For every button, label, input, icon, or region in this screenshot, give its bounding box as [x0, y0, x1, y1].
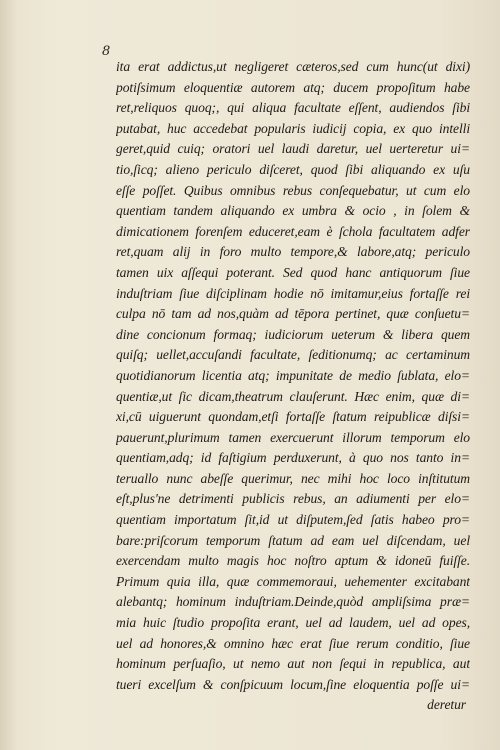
text-line: teruallo nunc abeſſe querimur, nec mihi hoc loco inſtitutum	[116, 470, 470, 486]
text-line: pauerunt,plurimum tamen exercuerunt illorum temporum elo	[116, 429, 470, 445]
text-line: induſtriam ſiue diſciplinam hodie nō imitamur,eius fortaſſe rei	[116, 285, 470, 301]
text-line: putabat, huc accedebat popularis iudicij copia, ex quo intelli	[116, 120, 470, 136]
text-line: hominum perſuaſio, ut nemo aut non ſequi in republica, aut	[116, 656, 470, 672]
text-line: geret,quid cuiq; oratori uel laudi daretur, uel uerteretur ui=	[116, 141, 470, 157]
text-line: tamen uix aſſequi poterant. Sed quod hanc antiquorum ſiue	[116, 264, 470, 280]
body-text	[116, 57, 470, 716]
text-line: potiſsimum eloquentiæ autorem atq; ducem propoſitum habe	[116, 79, 470, 95]
text-line: mia huic ſtudio propoſita erant, uel ad laudem, uel ad opes,	[116, 615, 470, 631]
text-line: eſſe poſſet. Quibus omnibus rebus conſequebatur, ut cum elo	[116, 182, 470, 198]
text-line: tio,ſicq; alieno periculo diſceret, quod ſibi aliquando ex uſu	[116, 161, 470, 177]
text-line: quotidianorum licentia atq; impunitate de medio ſublata, elo=	[116, 367, 470, 383]
text-line: alebantq; hominum induſtriam.Deinde,quòd ampliſsima præ=	[116, 594, 470, 610]
text-line: Primum quia illa, quæ commemoraui, uehementer excitabant	[116, 573, 470, 589]
text-line: ita erat addictus,ut negligeret cæteros,sed cum hunc(ut dixi)	[116, 59, 470, 74]
text-line: quentiam importatum ſit,id ut diſputem,ſed ſatis habeo pro=	[116, 512, 470, 528]
text-line: quentiam tandem aliquando ex umbra & ocio , in ſolem &	[116, 203, 470, 219]
page-number: 8	[102, 44, 111, 59]
text-line: quentiam,adq; id faſtigium perduxerunt, à quo nos tanto in=	[116, 450, 470, 466]
text-line: xi,cū uiguerunt quondam,etſi fortaſſe ſtatum reipublicæ diſsi=	[116, 409, 470, 425]
text-line: ret,reliquos quoq;, qui aliqua facultate eſſent, audiendos ſibi	[116, 100, 470, 116]
text-line: tueri excelſum & conſpicuum locum,ſine eloquentia poſſe ui=	[116, 676, 470, 692]
text-line: eſt,plus'ne detrimenti publicis rebus, an adiumenti per elo=	[116, 491, 470, 507]
text-line: dimicationem forenſem educeret,eam è ſchola facultatem adfer	[116, 223, 470, 239]
text-line: quiſq; uellet,accuſandi facultate, ſeditionumq; ac certaminum	[116, 347, 470, 363]
text-line: culpa nō tam ad nos,quàm ad tēpora pertinet, quæ conſuetu=	[116, 306, 470, 322]
text-line: quentiæ,ut ſic dicam,theatrum clauſerunt. Hæc enim, quæ di=	[116, 388, 470, 404]
text-line: uel ad honores,& omnino hæc erat ſiue rerum conditio, ſiue	[116, 635, 470, 651]
text-line-catchword: deretur	[427, 697, 466, 713]
text-line: ret,quam alij in foro multo tempore,& labore,atq; periculo	[116, 244, 470, 260]
text-line: bare:priſcorum temporum ſtatum ad eam uel diſcendam, uel	[116, 532, 470, 548]
text-line: exercendam multo magis hoc noſtro aptum & idoneū fuiſſe.	[116, 553, 470, 569]
text-line: dine concionum formaq; iudiciorum ueterum & libera quem	[116, 326, 470, 342]
